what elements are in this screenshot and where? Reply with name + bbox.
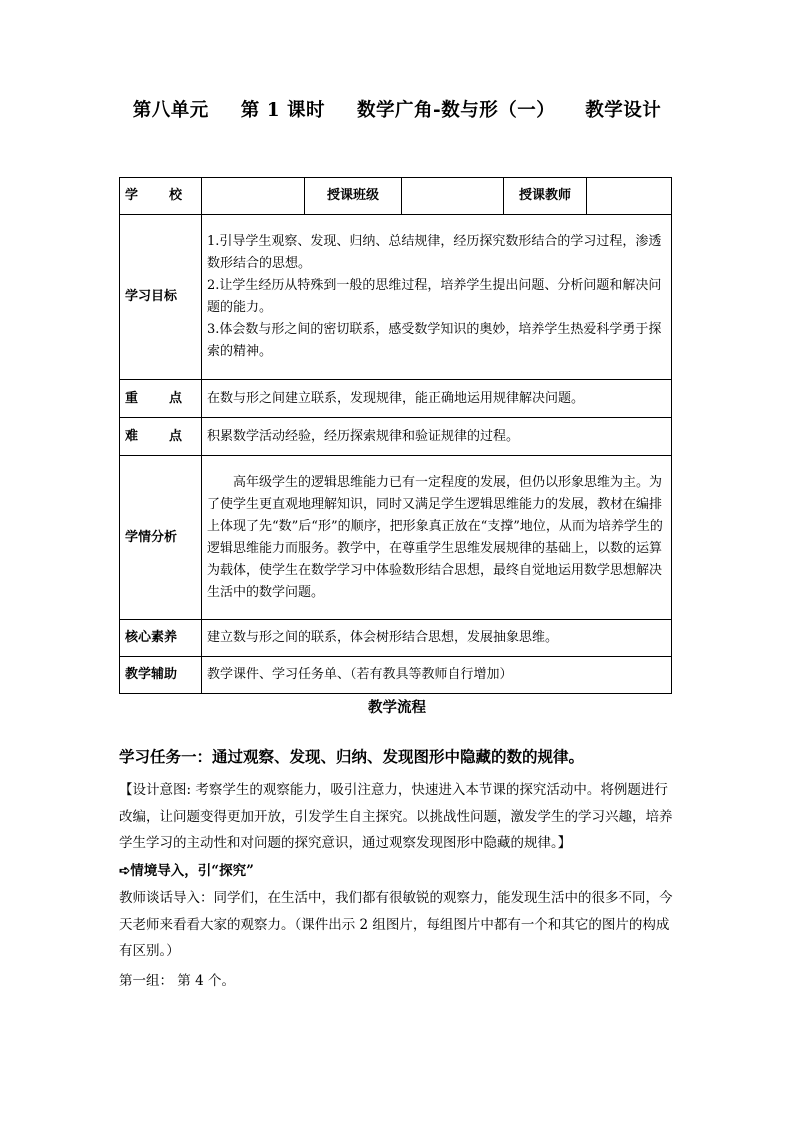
table-row-school	[120, 178, 672, 215]
analysis-text: 高年级学生的逻辑思维能力已有一定程度的发展，但仍以形象思维为主。为了使学生更直观地理解知识，同时又满足学生逻辑思维能力的发展，教材在编排上体现了先“数”后“形”的顺序，把形象真正放在“支撑”地位，从而为培养学生的逻辑思维能力而服务。教学中，在尊重学生思维发展规律的基础上，以数的运算为载体，使学生在数学学习中体验数形结合思想，最终自觉地运用数学思想解决生活中的数学问题。	[202, 456, 672, 620]
table-row-core	[120, 620, 672, 657]
analysis-label: 学情分析	[120, 456, 202, 620]
design-intent: 【设计意图: 考察学生的观察能力，吸引注意力，快速进入本节课的探究活动中。将例题进行改编，让问题变得更加开放，引发学生自主探究。以挑战性问题，激发学生的学习兴趣，培养学生学习的主动性和对问题的探究意识，通过观察发现图形中隐藏的规律。】	[119, 782, 673, 851]
goal-item-2: 2.让学生经历从特殊到一般的思维过程，培养学生提出问题、分析问题和解决问题的能力。	[207, 278, 662, 315]
intro-heading: ➪情境导入，引“探究”	[119, 863, 254, 879]
page-title	[0, 96, 794, 122]
school-label-cell	[120, 178, 202, 215]
school-label: 学 校	[125, 188, 182, 203]
title-lesson: 第 1 课时	[240, 100, 326, 121]
goals-label: 学习目标	[120, 215, 202, 380]
title-topic: 数学广角-数与形（一）	[357, 100, 556, 121]
difficulty-label: 难 点	[125, 428, 182, 444]
key-point: 在数与形之间建立联系，发现规律，能正确地运用规律解决问题。	[202, 380, 672, 418]
core-label: 核心素养	[120, 620, 202, 657]
teacher-value-cell	[587, 178, 672, 215]
class-label: 授课班级	[305, 178, 402, 215]
school-value-cell	[202, 178, 305, 215]
aids-label: 教学辅助	[120, 657, 202, 694]
difficulty-label-cell	[120, 418, 202, 456]
table-row-analysis	[120, 456, 672, 620]
teacher-label: 授课教师	[504, 178, 587, 215]
title-unit: 第八单元	[132, 100, 209, 121]
goal-item-1: 1.引导学生观察、发现、归纳、总结规律，经历探究数形结合的学习过程，渗透数形结合的思想。	[207, 234, 662, 271]
goal-item-3: 3.体会数与形之间的密切联系，感受数学知识的奥妙，培养学生热爱科学勇于探索的精神。	[207, 322, 662, 359]
lesson-info-table	[119, 177, 672, 694]
intro-text: 教师谈话导入：同学们，在生活中，我们都有很敏锐的观察力，能发现生活中的很多不同，今天老师来看看大家的观察力。（课件出示 2 组图片，每组图片中都有一个和其它的图片的构成有区别。）	[119, 890, 673, 959]
difficulty-point: 积累数学活动经验，经历探索规律和验证规律的过程。	[202, 418, 672, 456]
table-row-goals	[120, 215, 672, 380]
core-text: 建立数与形之间的联系，体会树形结合思想，发展抽象思维。	[202, 620, 672, 657]
task-heading: 学习任务一：通过观察、发现、归纳、发现图形中隐藏的数的规律。	[119, 747, 585, 766]
flow-title: 教学流程	[368, 699, 426, 716]
class-value-cell	[402, 178, 504, 215]
group-one: 第一组： 第 4 个。	[119, 973, 235, 989]
title-doc: 教学设计	[585, 100, 662, 121]
table-row-difficulty	[120, 418, 672, 456]
goals-cell	[202, 215, 672, 380]
key-label-cell	[120, 380, 202, 418]
aids-text: 教学课件、学习任务单、（若有教具等教师自行增加）	[202, 657, 672, 694]
table-row-key	[120, 380, 672, 418]
table-row-aids	[120, 657, 672, 694]
key-label: 重 点	[125, 390, 182, 406]
